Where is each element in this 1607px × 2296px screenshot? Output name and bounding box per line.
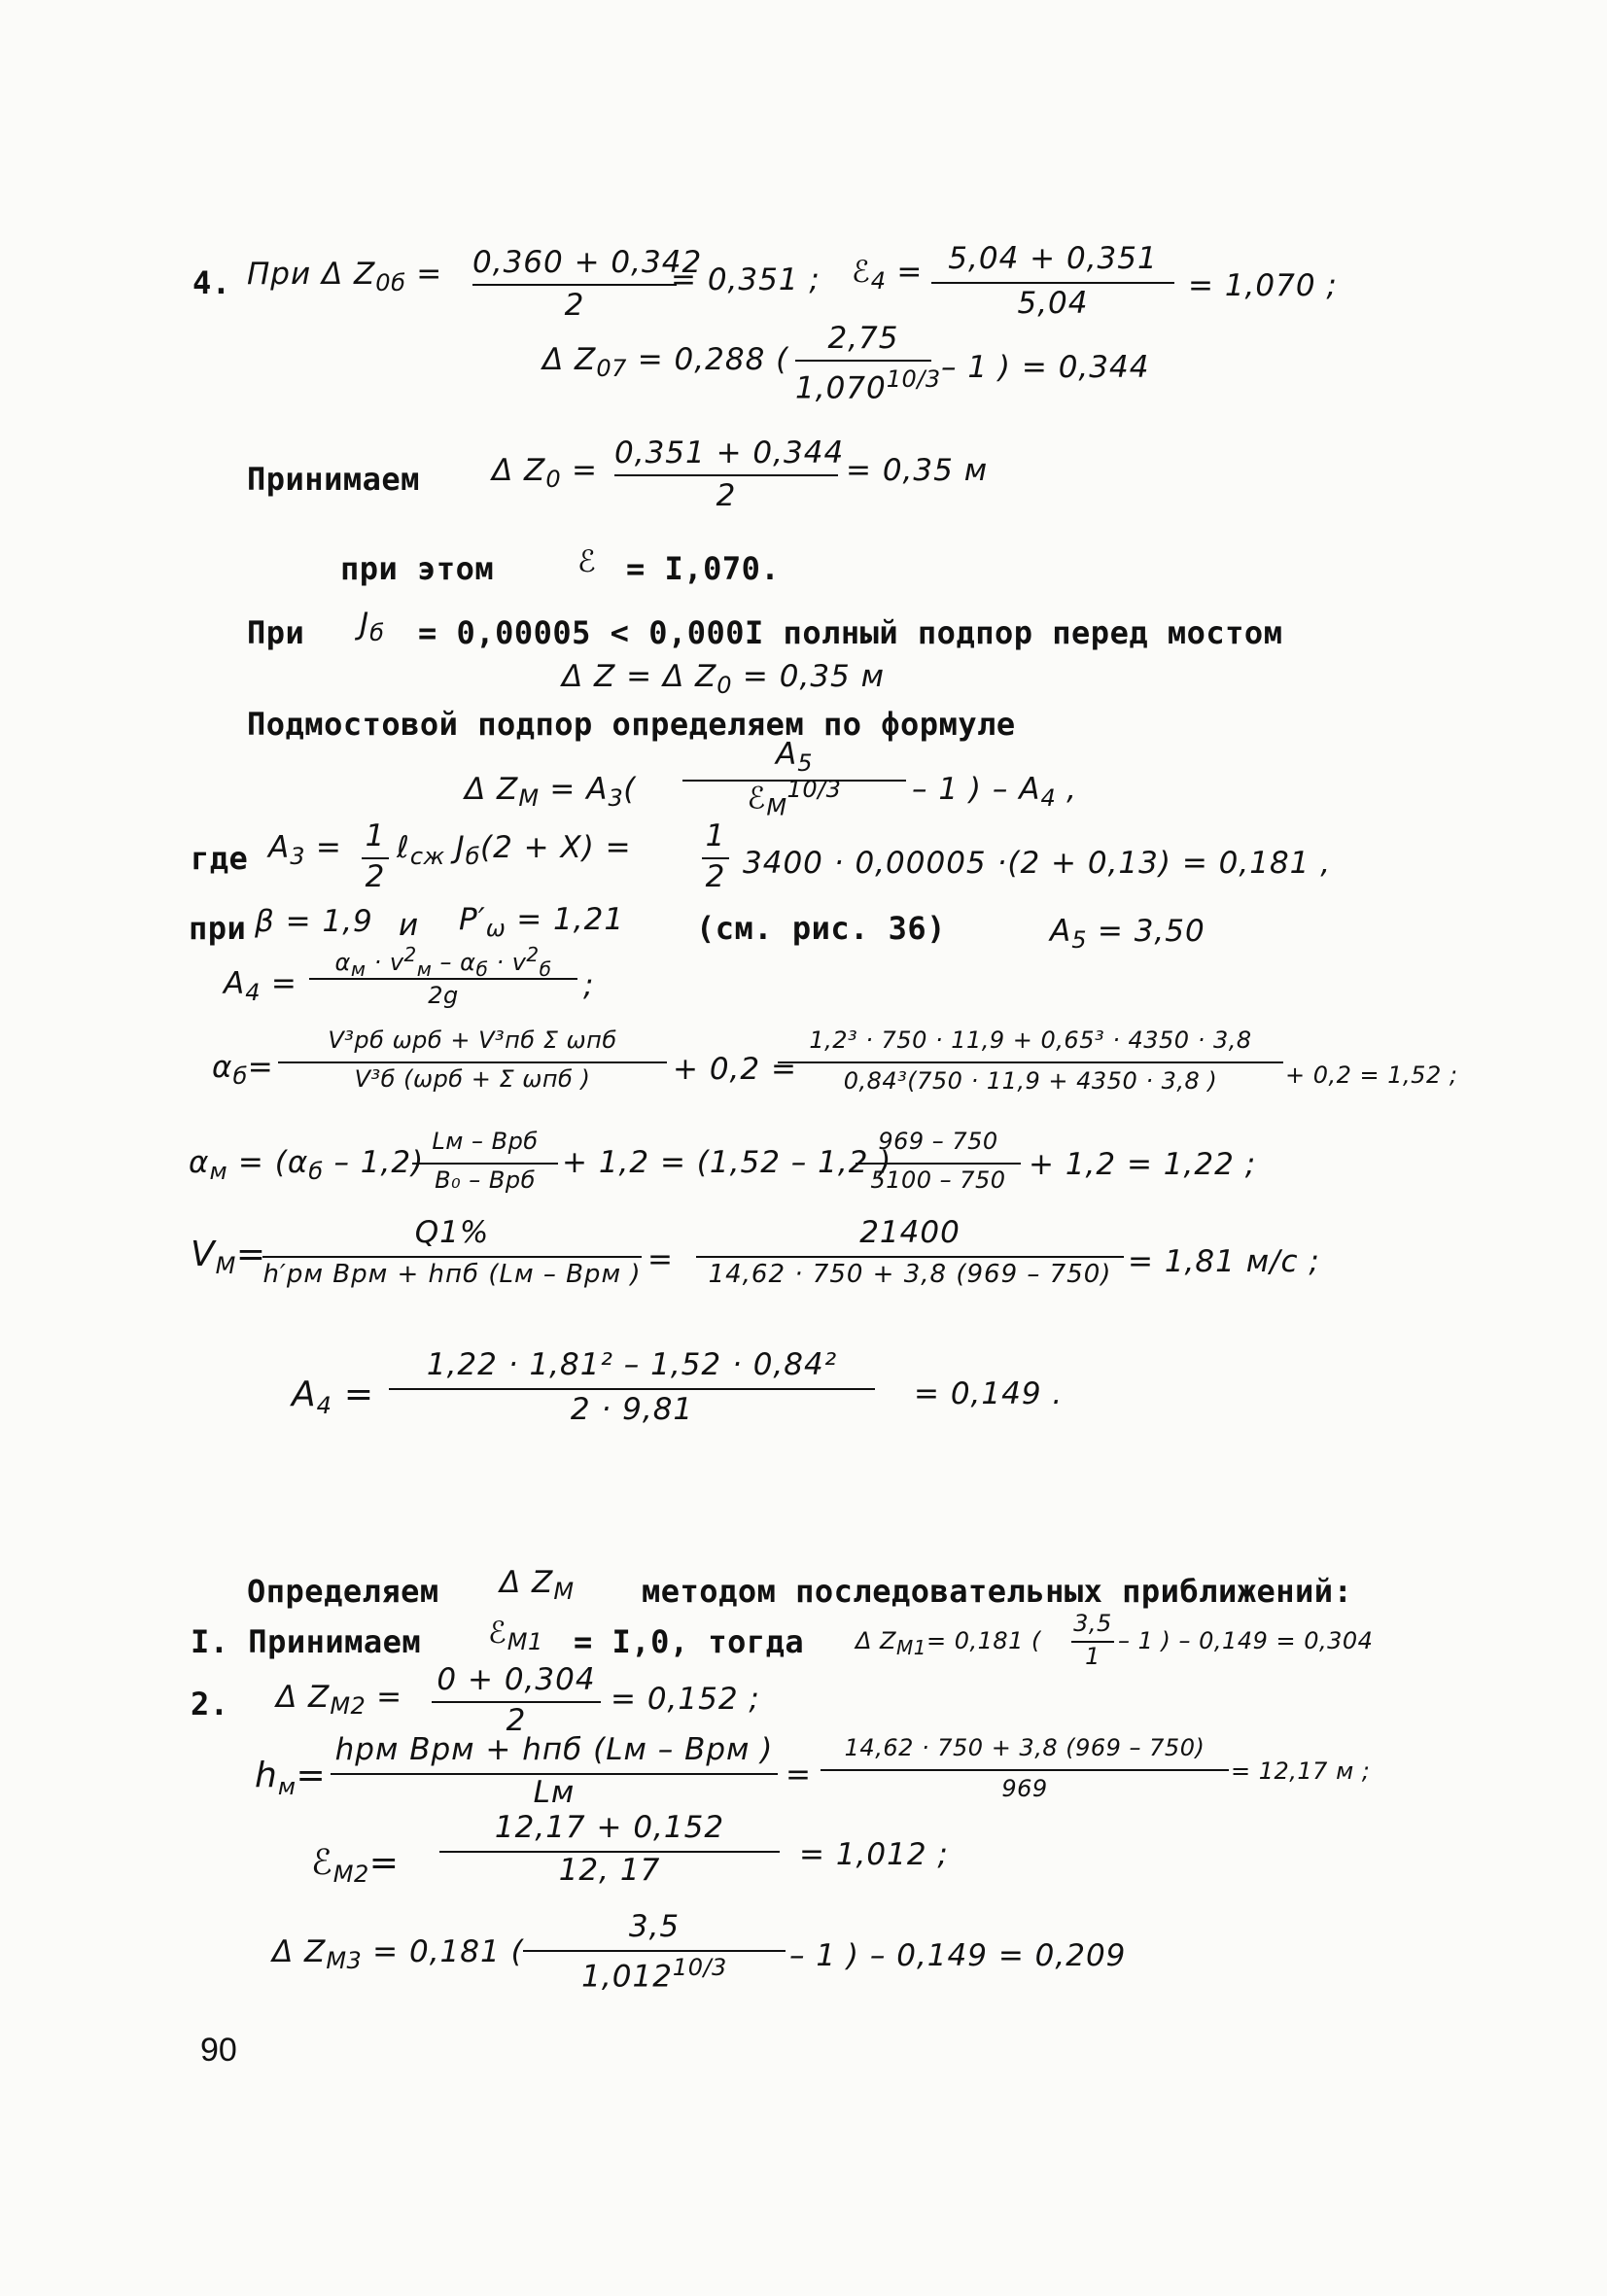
formula-text: $A_5 = 3,50$: [1050, 914, 1205, 955]
formula-text: ℓ$_{сж}$ $J_б(2 + X)$ =: [397, 830, 632, 871]
fraction: 1 2: [702, 818, 729, 898]
text-value: = I,070.: [626, 550, 781, 587]
formula-text: Δ $Z_{М2}$ =: [276, 1680, 403, 1721]
fraction: hрм Bрм + hпб (Lм – Bрм ) Lм: [331, 1732, 778, 1814]
formula-text: $\alpha_б=$: [212, 1050, 274, 1091]
epsilon-symbol: ℰ$_4$ =: [852, 255, 924, 296]
formula-text: $h_м=$: [255, 1756, 327, 1801]
fraction: 2,75 $1,070^{10/3}$: [795, 321, 941, 406]
formula-text: + 1,2 = (1,52 – 1,2 ): [562, 1145, 892, 1180]
fraction: 12,17 + 0,152 12, 17: [439, 1810, 780, 1894]
formula-text: =: [786, 1757, 812, 1792]
formula-text: $P'_\omega = 1,21$: [459, 902, 625, 943]
formula-text: Δ $Z_М$: [500, 1565, 575, 1606]
fraction: 969 – 750 5100 – 750: [856, 1128, 1021, 1201]
text-label: Принимаем: [247, 461, 420, 498]
formula-text: – 1 ) – 0,149 = 0,209: [789, 1938, 1127, 1973]
text-label: где: [191, 840, 249, 877]
formula-text: = 0,149 .: [914, 1376, 1064, 1411]
formula-text: При Δ $Z_{0б}$ =: [247, 257, 443, 297]
formula-text: = 12,17 м ;: [1231, 1757, 1371, 1785]
fraction: 14,62 · 750 + 3,8 (969 – 750) 969: [821, 1734, 1229, 1812]
text-label: I. Принимаем: [191, 1623, 422, 1660]
formula-text: – 1 ) – 0,149 = 0,304: [1118, 1627, 1374, 1654]
text-line: методом последовательных приближений:: [642, 1573, 1353, 1610]
fraction: 5,04 + 0,351 5,04: [931, 241, 1174, 319]
formula-text: $V_М=$: [191, 1235, 267, 1280]
fraction: $A_5$ ℰ$_М^{10/3}$: [682, 737, 906, 822]
formula-text: Δ $Z_0$ =: [492, 453, 598, 494]
formula-text: = 0,152 ;: [611, 1682, 760, 1717]
formula-text: + 0,2 = 1,52 ;: [1285, 1061, 1458, 1089]
formula-text: = 1,81 м/с ;: [1128, 1244, 1320, 1279]
fraction: V³рб ωрб + V³пб Σ ωпб V³б (ωрб + Σ ωпб ): [278, 1026, 667, 1104]
fraction: 0,360 + 0,342 2: [472, 245, 703, 323]
text-label: при: [189, 910, 247, 947]
fraction: 21400 14,62 · 750 + 3,8 (969 – 750): [696, 1215, 1124, 1299]
fraction: 1,22 · 1,81² – 1,52 · 0,84² 2 · 9,81: [389, 1347, 875, 1429]
text-line: Подмостовой подпор определяем по формуле: [247, 706, 1016, 743]
fraction: $\alpha_м \cdot v^2_м - \alpha_б \cdot v^2_б$ 2g: [309, 943, 577, 1013]
formula-text: Δ $Z_{07} = 0,288$ (: [542, 342, 789, 383]
formula-text: = 0,35 м: [846, 453, 989, 488]
formula-text: Δ $Z_{М1}= 0,181$ (: [856, 1627, 1041, 1659]
epsilon-symbol: ℰ: [577, 544, 597, 579]
text-label: 2.: [191, 1686, 229, 1722]
formula-text: ;: [583, 968, 595, 1003]
text-line: = I,0, тогда: [574, 1623, 805, 1660]
formula-text: $A_4$ =: [292, 1374, 375, 1420]
formula-text: = 1,070 ;: [1188, 268, 1338, 303]
formula-text: + 1,2 = 1,22 ;: [1029, 1147, 1257, 1182]
fraction: Lм – Bрб B₀ – Bрб: [412, 1128, 558, 1201]
fraction: 3,5 1: [1071, 1610, 1114, 1678]
formula-text: и: [399, 908, 420, 943]
fraction: Q1% h′рм Bрм + hпб (Lм – Bрм ): [262, 1215, 642, 1289]
text-reference: (см. рис. 36): [696, 910, 946, 947]
fraction: 0,351 + 0,344 2: [614, 435, 845, 513]
fraction: 1 2: [362, 818, 389, 898]
formula-text: $A_4$ =: [224, 966, 297, 1007]
page-number: 90: [200, 2032, 237, 2069]
formula-text: 3400 · 0,00005 ·(2 + 0,13) = 0,181 ,: [743, 846, 1332, 881]
formula-text: ℰ$_{М2}$=: [311, 1843, 400, 1889]
fraction: 3,5 $1,012^{10/3}$: [523, 1909, 786, 1997]
formula-text: = 0,351 ;: [671, 262, 821, 297]
formula-text: + 0,2 =: [673, 1052, 797, 1087]
formula-text: β = 1,9: [255, 904, 373, 939]
formula-text: Δ $Z_М = A_3$(: [465, 772, 637, 813]
text-line: = 0,00005 < 0,000I полный подпор перед мостом: [418, 614, 1283, 651]
formula-text: – 1 ) – $A_4$ ,: [912, 772, 1077, 813]
item-number: 4.: [192, 264, 231, 301]
formula-text: =: [647, 1242, 674, 1277]
formula-text: = 1,012 ;: [799, 1837, 949, 1872]
formula-text: Δ Z = Δ $Z_0 = 0,35$ м: [562, 659, 886, 700]
formula-text: $\alpha_м = (\alpha_б - 1,2)$: [189, 1145, 425, 1186]
fraction: 1,2³ · 750 · 11,9 + 0,65³ · 4350 · 3,8 0,84³(750 · 11,9 + 4350 · 3,8 ): [778, 1026, 1283, 1104]
text-label: Определяем: [247, 1573, 439, 1610]
formula-text: – 1 ) = 0,344: [941, 350, 1150, 385]
slope-symbol: $J_б$: [360, 607, 385, 647]
fraction: 0 + 0,304 2: [432, 1662, 601, 1740]
text-label: При: [247, 614, 305, 651]
epsilon-symbol: ℰ$_{М1}$: [488, 1616, 543, 1656]
formula-text: $A_3$ =: [268, 830, 342, 871]
text-label: при этом: [340, 550, 495, 587]
formula-text: Δ $Z_{М3} = 0,181$ (: [272, 1934, 524, 1975]
